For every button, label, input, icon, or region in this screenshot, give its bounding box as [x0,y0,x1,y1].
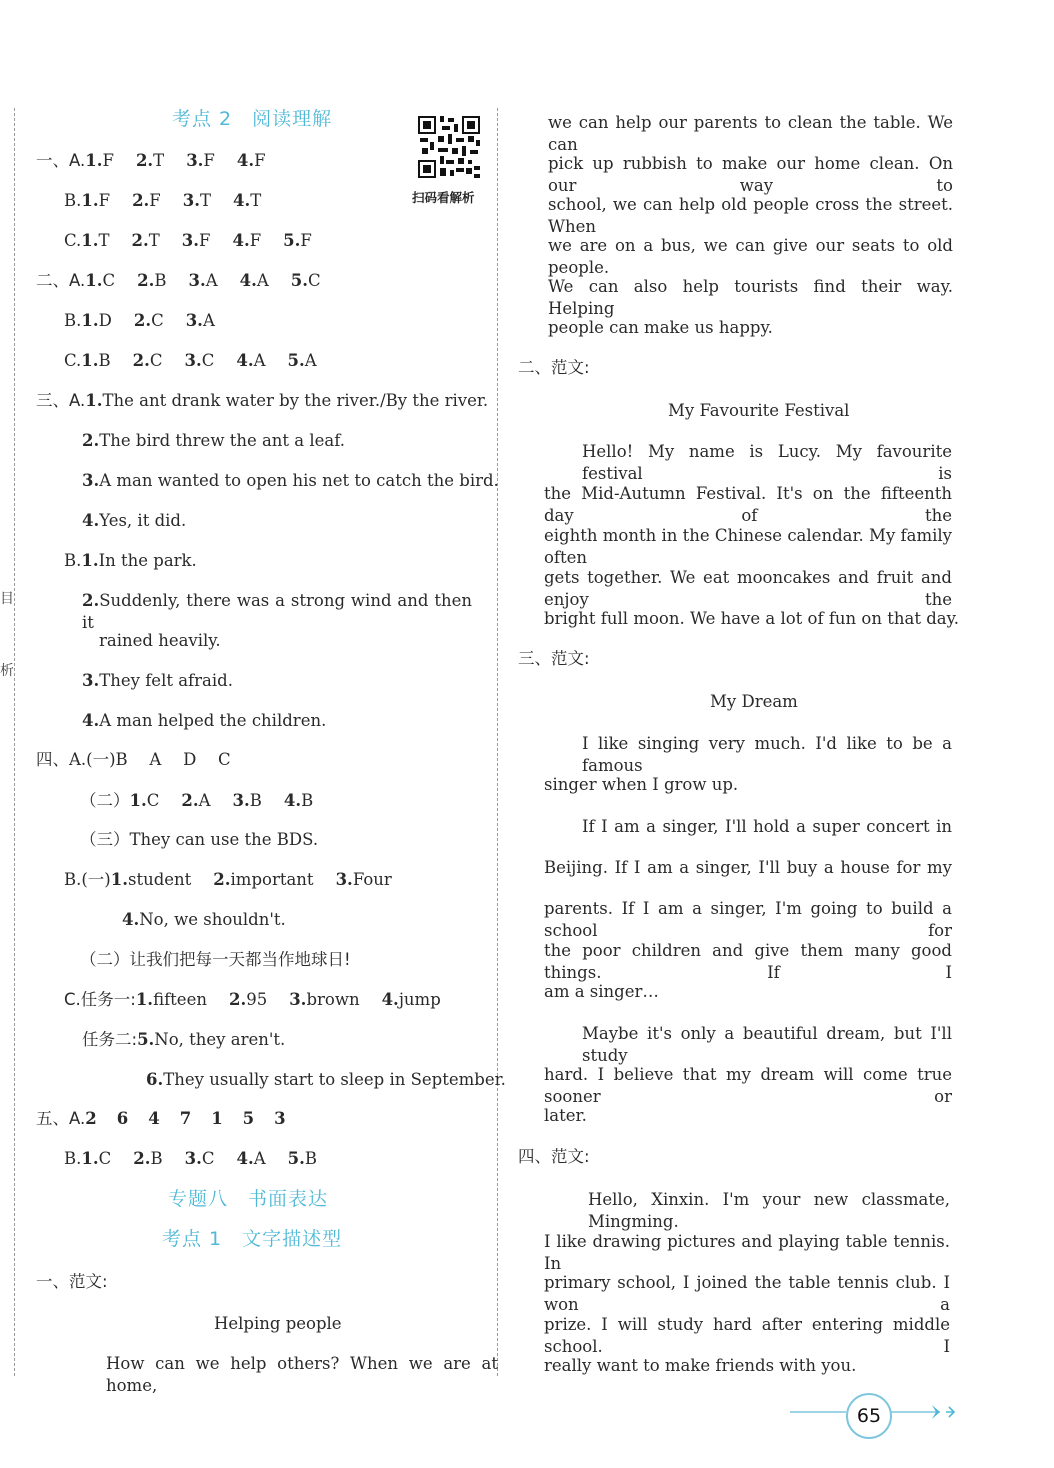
qr-caption: 扫码看解析 [412,190,475,205]
essay-line: pick up rubbish to make our home clean. On our way to [548,154,953,195]
answer-line: B.1.F 2.F 3.T 4.T [64,191,262,210]
answer-item: 4.A [239,271,269,290]
answer-line: B.1.In the park. [64,551,197,570]
answer-line: B.(一)1.student 2.important 3.Four [64,870,392,889]
essay-line: If I am a singer, I'll hold a super concert in [582,817,952,836]
answer-item: 4.F [232,231,262,250]
answer-item: 1.B [81,351,111,370]
essay-line: Hello! My name is Lucy. My favourite festival is [582,442,952,483]
answer-item: 3.C [184,351,215,370]
essay-line: people can make us happy. [548,318,773,337]
answer-item: 1.F [81,191,111,210]
answer-line: 三、A.1.The ant drank water by the river./By the river. [36,391,489,410]
answer-line: 五、A.2 6 4 7 1 5 3 [36,1109,286,1128]
essay-title: My Dream [710,692,798,711]
sequence-item: 6 [116,1109,129,1128]
essay-line: really want to make friends with you. [544,1356,857,1375]
answer-item: 1.C [129,791,160,810]
answer-item: 1.fifteen [135,990,207,1009]
answer-item: 4.A [236,1149,266,1168]
answer-line: C.任务一:1.fifteen 2.95 3.brown 4.jump [64,990,441,1009]
answer-item: 3.brown [289,990,360,1009]
sequence-item: 3 [274,1109,286,1128]
answer-line: B.1.C 2.B 3.C 4.A 5.B [64,1149,317,1168]
sequence-item: 5 [242,1109,255,1128]
essay-line: gets together. We eat mooncakes and fruit and enjoy the [544,568,952,609]
essay-line: I like singing very much. I'd like to be a famous [582,734,952,775]
answer-item: 3.F [181,231,211,250]
sequence-item: 7 [179,1109,192,1128]
answer-item: 5.F [283,231,312,250]
essay-line: later. [544,1106,587,1125]
answer-line: 二、A.1.C 2.B 3.A 4.A 5.C [36,271,321,290]
sequence-item: 2 [85,1109,97,1128]
answer-item: 1.C [81,1149,112,1168]
answer-item: 3.B [232,791,262,810]
answer-item: 5.B [287,1149,317,1168]
answer-line: C.1.B 2.C 3.C 4.A 5.A [64,351,317,370]
answer-item: 2.A [181,791,211,810]
answer-line: 一、A.1.F 2.T 3.F 4.F [36,151,266,170]
essay-line: we can help our parents to clean the table. We can [548,113,953,154]
answer-item: 3.A [188,271,218,290]
essay-title: My Favourite Festival [668,401,850,420]
answer-item: 2.C [132,351,163,370]
essay-line: eighth month in the Chinese calendar. My family often [544,526,952,567]
answer-item: 1.T [81,231,110,250]
essay-label: 三、范文: [518,649,590,668]
page-number: 65 [846,1393,892,1439]
sequence-item: 4 [148,1109,160,1128]
answer-item: 1.D [81,311,112,330]
answer-line: （二）让我们把每一天都当作地球日! [80,950,351,969]
answer-item: 5.C [290,271,321,290]
answer-item: 4.jump [381,990,441,1009]
answer-line: 4.No, we shouldn't. [122,910,286,929]
essay-label: 一、范文: [36,1272,108,1291]
answer-item: 3.Four [335,870,392,889]
answer-item: 4.A [236,351,266,370]
answer-line: 2.The bird threw the ant a leaf. [82,431,346,450]
left-margin-divider [14,108,15,1376]
essay-line: How can we help others? When we are at home, [106,1354,498,1395]
answer-item: 4.F [236,151,266,170]
answer-item: 2.important [213,870,314,889]
sequence-item: 1 [211,1109,223,1128]
essay-line: I like drawing pictures and playing table tennis. In [544,1232,950,1273]
essay-title: Helping people [214,1314,342,1333]
answer-line: 四、A.(一)B A D C [36,750,231,769]
essay-line: am a singer… [544,982,659,1001]
answer-item: 2.T [131,231,160,250]
answer-item: 3.T [182,191,211,210]
answer-item: 2.T [135,151,165,170]
essay-line: primary school, I joined the table tennis club. I won a [544,1273,950,1314]
answer-item: 2.F [132,191,161,210]
answer-item: 4.T [233,191,262,210]
edge-mark: 析 [0,663,14,679]
qr-code-icon[interactable] [416,114,482,180]
essay-line: the poor children and give them many good things. If I [544,941,952,982]
edge-mark: 目 [0,591,14,607]
answer-item: 2.B [137,271,167,290]
essay-line: prize. I will study hard after entering middle school. I [544,1315,950,1356]
topic-heading: 专题八 书面表达 [168,1188,329,1210]
pair-group [85,151,265,170]
answer-item: 4.B [283,791,314,810]
essay-line: Beijing. If I am a singer, I'll buy a house for my [544,858,952,877]
essay-line: Maybe it's only a beautiful dream, but I'll study [582,1024,952,1065]
answer-line: 4.A man helped the children. [82,711,327,730]
answer-line: 4.Yes, it did. [82,511,187,530]
answer-line: 任务二:5.No, they aren't. [82,1030,286,1049]
answer-item: 1.F [85,151,114,170]
answer-item: 1.C [85,271,116,290]
essay-line: Hello, Xinxin. I'm your new classmate, Mingming. [588,1190,950,1231]
answer-item: 2.95 [228,990,268,1009]
essay-line: singer when I grow up. [544,775,739,794]
essay-line: we are on a bus, we can give our seats to old people. [548,236,953,277]
answer-item: 5.A [287,351,317,370]
answer-line: C.1.T 2.T 3.F 4.F 5.F [64,231,312,250]
answer-item: 1.student [110,870,192,889]
essay-line: parents. If I am a singer, I'm going to build a school for [544,899,952,940]
answer-item: 3.A [185,311,215,330]
answer-line: （二）1.C 2.A 3.B 4.B [80,791,314,810]
essay-line: the Mid-Autumn Festival. It's on the fifteenth day of the [544,484,952,525]
section-heading-reading: 考点 2 阅读理解 [172,108,333,130]
answer-item: 2.B [133,1149,163,1168]
essay-label: 二、范文: [518,358,590,377]
essay-line: school, we can help old people cross the street. When [548,195,953,236]
answer-line: B.1.D 2.C 3.A [64,311,215,330]
answer-line: 6.They usually start to sleep in September. [146,1070,506,1089]
answer-line: 3.A man wanted to open his net to catch the bird. [82,471,499,490]
answer-item: 3.F [186,151,215,170]
essay-line: hard. I believe that my dream will come true sooner or [544,1065,952,1106]
answer-item: 2.C [133,311,164,330]
essay-line: We can also help tourists find their way. Helping [548,277,953,318]
column-divider [497,108,498,1376]
section-heading-writing: 考点 1 文字描述型 [162,1228,343,1250]
essay-line: bright full moon. We have a lot of fun on that day. [544,609,959,628]
answer-line: rained heavily. [99,631,221,650]
essay-label: 四、范文: [518,1147,590,1166]
answer-line: （三）They can use the BDS. [80,830,319,849]
answer-line: 3.They felt afraid. [82,671,233,690]
answer-line: 2.Suddenly, there was a strong wind and then it [82,591,472,632]
answer-item: 3.C [184,1149,215,1168]
